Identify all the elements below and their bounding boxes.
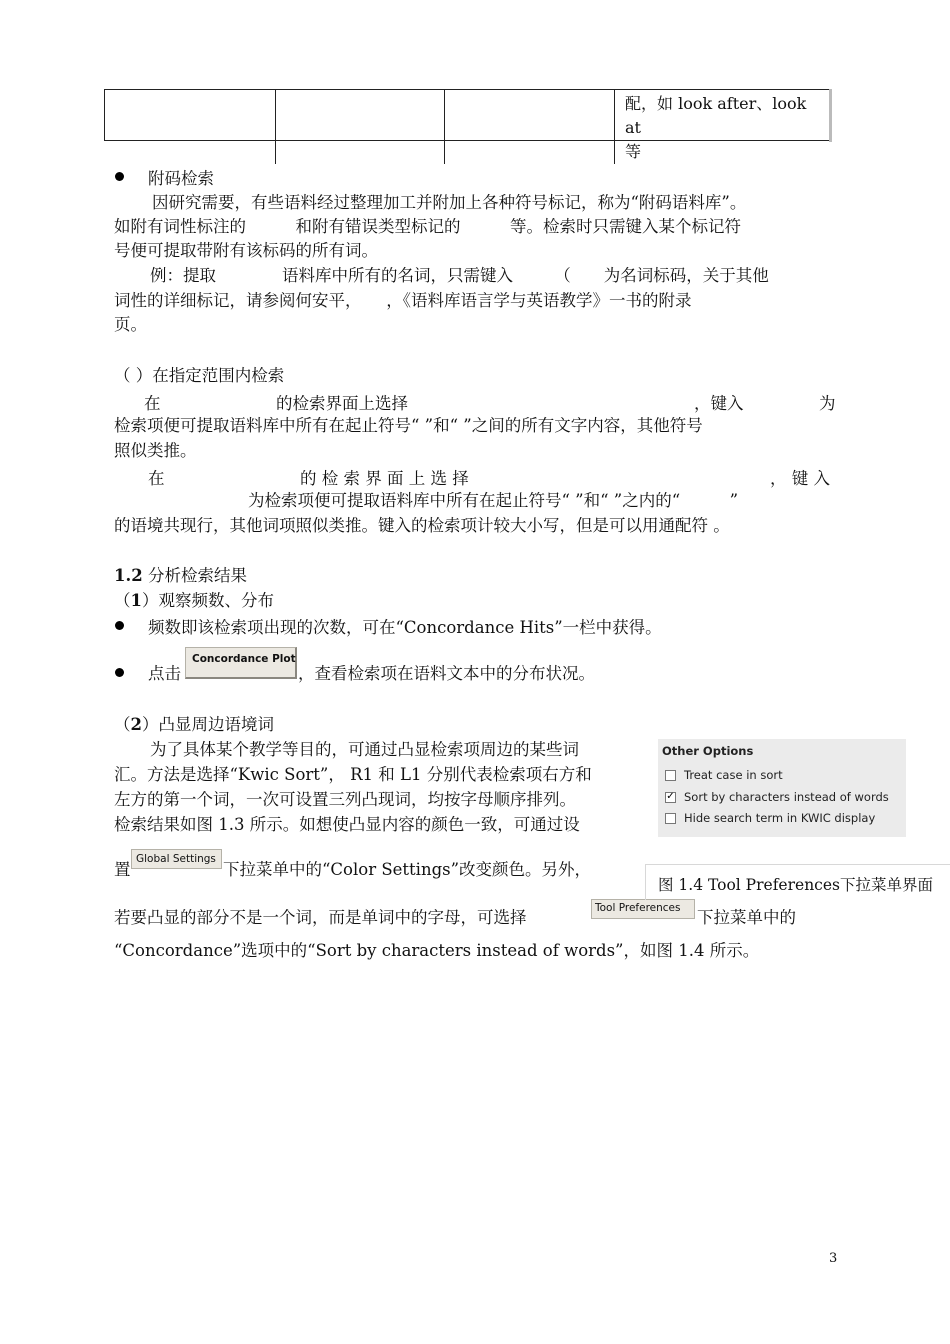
bullet-icon [115,668,124,677]
section-heading-analysis: 1.2 分析检索结果 [114,566,247,585]
figure-caption: 图 1.4 Tool Preferences下拉菜单界面 [645,864,950,900]
option-label: Hide search term in KWIC display [684,811,876,825]
table-cell [276,90,445,164]
bullet-icon [115,172,124,181]
option-label: Sort by characters instead of words [684,790,889,804]
table-fragment [104,89,831,161]
checkbox-unchecked-icon[interactable] [665,813,676,824]
option-treat-case[interactable] [665,768,783,782]
other-options-panel [658,739,906,837]
paragraph-line: 为了具体某个教学等目的，可通过凸显检索项周边的某些词 [150,740,579,759]
paragraph-line: 因研究需要，有些语料经过整理加工并附加上各种符号标记，称为“附码语料库”。 [152,193,747,212]
paragraph-line: 检索项便可提取语料库中所有在起止符号“ ”和“ ”之间的所有文字内容，其他符号 [114,416,703,435]
text-fragment: ， 键 入 [770,469,830,488]
paragraph-line: 左方的第一个词，一次可设置三列凸现词，均按字母顺序排列。 [114,790,576,809]
option-sort-by-characters[interactable] [665,790,889,804]
page-number: 3 [829,1251,838,1266]
subheading-highlight: （2）凸显周边语境词 [114,715,274,734]
subheading-frequency: （1）观察频数、分布 [114,591,274,610]
text-fragment: 的 检 索 界 面 上 选 择 [300,469,469,488]
paragraph-line: 号便可提取带附有该标码的所有词。 [114,241,378,260]
text-fragment: 置 [114,860,131,879]
text-fragment: 为 [819,394,836,413]
paragraph-line: 检索结果如图 1.3 所示。如想使凸显内容的颜色一致，可通过设 [114,815,580,834]
section-heading-tagged: 附码检索 [148,169,214,188]
text-fragment: 下拉菜单中的“Color Settings”改变颜色。另外， [223,860,592,879]
checkbox-unchecked-icon[interactable] [665,770,676,781]
option-hide-search-term[interactable] [665,811,875,825]
table-cell [445,90,615,164]
text-fragment: 若要凸显的部分不是一个词，而是单词中的字母，可选择 [114,908,527,927]
table-shadow [829,89,832,142]
paragraph-line: “Concordance”选项中的“Sort by characters instead of words”，如图 1.4 所示。 [114,941,760,960]
table-cell [105,90,276,164]
text-fragment: ，查看检索项在语料文本中的分布状况。 [298,664,595,683]
panel-title: Other Options [662,744,754,758]
global-settings-menu[interactable]: Global Settings [131,849,222,869]
checkbox-checked-icon[interactable]: ✓ [666,791,675,802]
paragraph-line: 汇。方法是选择“Kwic Sort”， R1 和 L1 分别代表检索项右方和 [114,765,592,784]
paragraph-line: 如附有词性标注的 和附有错误类型标记的 等。检索时只需键入某个标记符 [114,217,741,236]
table-cell-last: 配，如 look after、look at 等 [625,94,807,161]
paragraph-line: 词性的详细标记，请参阅何安平， ，《语料库语言学与英语教学》一书的附录 [114,291,692,310]
paragraph-line: 例：提取 语料库中所有的名词，只需键入 （ 为名词标码，关于其他 [150,266,769,285]
text-fragment: 下拉菜单中的 [697,908,796,927]
section-heading-range: （ ）在指定范围内检索 [114,366,285,385]
tool-preferences-menu[interactable]: Tool Preferences [591,899,695,919]
paragraph-line: 为检索项便可提取语料库中所有在起止符号“ ”和“ ”之内的“ ” [248,491,739,510]
text-fragment: 在 [144,394,161,413]
concordance-plot-button[interactable]: Concordance Plot [185,647,297,679]
bullet-text: 频数即该检索项出现的次数，可在“Concordance Hits”一栏中获得。 [148,618,662,637]
text-fragment: 的检索界面上选择 [276,394,408,413]
text-fragment: 点击 [148,664,181,683]
option-label: Treat case in sort [684,768,783,782]
text-fragment: ，键入 [694,394,744,413]
text-fragment: 在 [148,469,165,488]
paragraph-line: 照似类推。 [114,441,197,460]
paragraph-line: 页。 [114,315,147,334]
paragraph-line: 的语境共现行，其他词项照似类推。键入的检索项计较大小写，但是可以用通配符 。 [114,516,730,535]
bullet-icon [115,621,124,630]
